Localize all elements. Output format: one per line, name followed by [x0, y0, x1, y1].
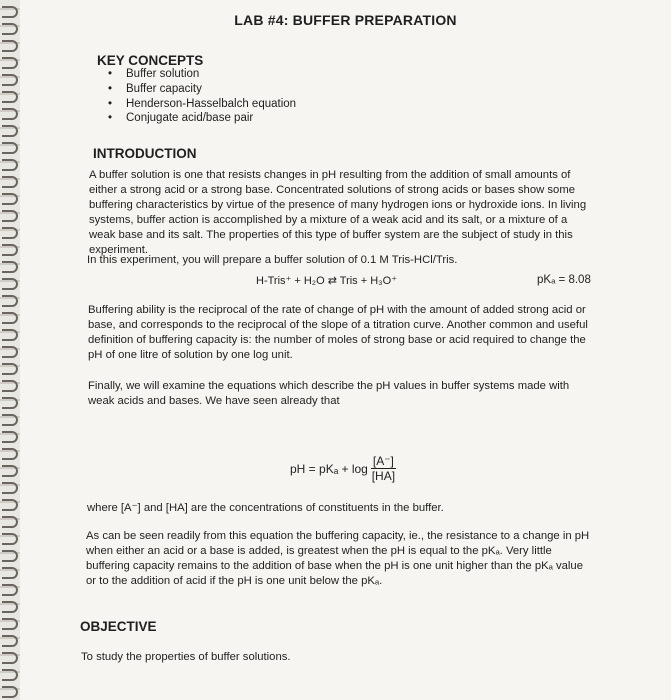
equation-fraction — [371, 454, 396, 483]
page-title: LAB #4: BUFFER PREPARATION — [234, 12, 457, 28]
list-item: • Buffer solution — [126, 67, 296, 82]
key-concepts-heading: KEY CONCEPTS — [97, 53, 204, 68]
reaction-equation: H-Tris⁺ + H₂O ⇄ Tris + H₃O⁺ — [256, 275, 398, 287]
intro-paragraph-2: In this experiment, you will prepare a buffer solution of 0.1 M Tris-HCl/Tris. — [87, 254, 458, 266]
objective-text: To study the properties of buffer solutions. — [81, 651, 291, 663]
document-page — [20, 0, 671, 700]
list-item: • Henderson-Hasselbalch equation — [126, 97, 296, 112]
pka-value: pKₐ = 8.08 — [537, 274, 591, 286]
intro-paragraph-6: As can be seen readily from this equation the buffering capacity, ie., the resistance to a change in pH when either an acid or a base is added, is greatest when the pH is equal to the pKₐ. Very little buffering capacity remains to the addition of base when the pH is one unit higher than the pKₐ value or to the addition of acid if the pH is one unit below the pKₐ. — [86, 530, 590, 587]
objective-heading: OBJECTIVE — [80, 619, 157, 634]
equation-lhs: pH = pKₐ + log — [290, 461, 368, 476]
equation-denominator: [HA] — [371, 469, 396, 483]
henderson-hasselbalch-equation — [290, 454, 396, 483]
list-item: • Conjugate acid/base pair — [126, 111, 296, 126]
spiral-binding — [0, 0, 20, 700]
equation-numerator: [A⁻] — [372, 454, 394, 468]
intro-paragraph-4: Finally, we will examine the equations which describe the pH values in buffer systems made with weak acids and bases. We have seen already that — [88, 380, 570, 407]
list-item: • Buffer capacity — [126, 82, 296, 97]
key-concepts-list — [126, 67, 296, 126]
intro-paragraph-3: Buffering ability is the reciprocal of the rate of change of pH with the amount of added strong acid or base, and corresponds to the reciprocal of the slope of a titration curve. Another common and useful definition of buffering capacity is: the number of moles of strong base or acid required to change the pH of one litre of solution by one log unit. — [88, 304, 588, 361]
introduction-heading: INTRODUCTION — [93, 146, 197, 161]
intro-paragraph-5: where [A⁻] and [HA] are the concentrations of constituents in the buffer. — [87, 502, 444, 514]
intro-paragraph-1: A buffer solution is one that resists changes in pH resulting from the addition of small amounts of either a strong acid or a strong base. Concentrated solutions of strong acids or bases show some buffering characteristics by virtue of the presence of many hydrogen ions or hydroxide ions. In living systems, buffer action is accomplished by a mixture of a weak acid and its salt, or a mixture of a weak base and its salt. The properties of this type of buffer system are the subject of study in this experiment. — [89, 169, 587, 256]
